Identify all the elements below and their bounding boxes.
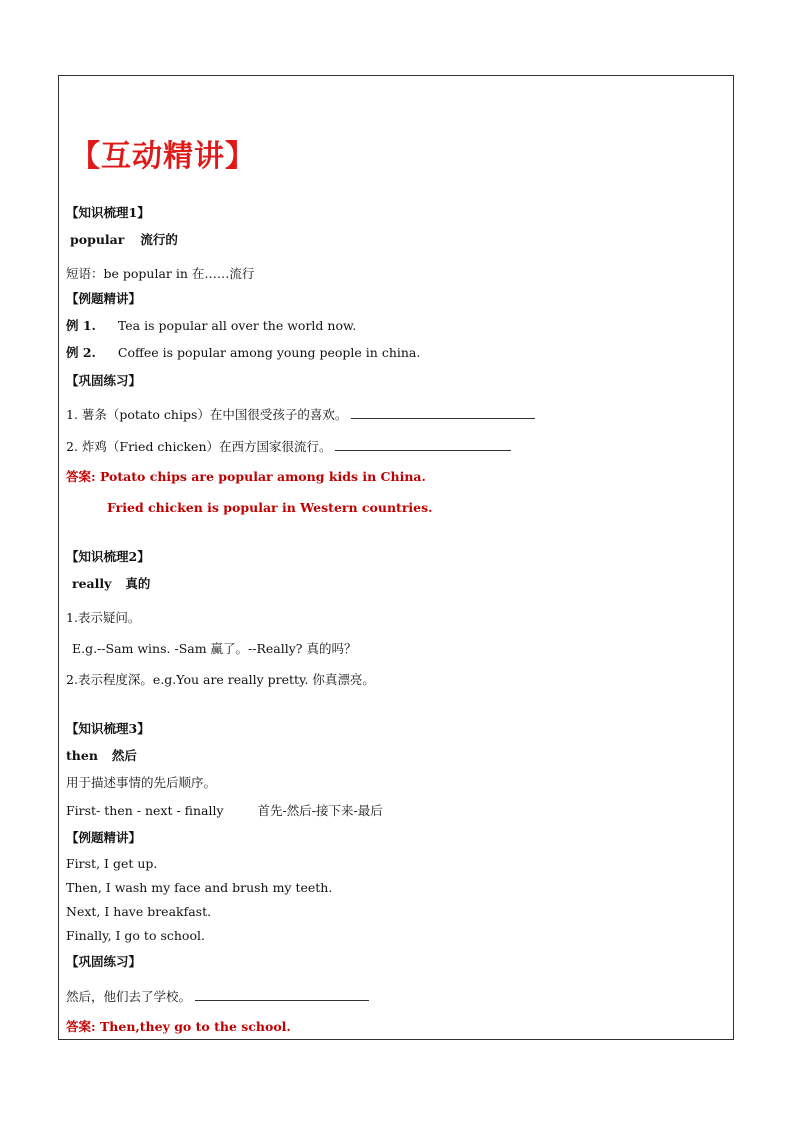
question-1-text: 1. 薯条（potato chips）在中国很受孩子的喜欢。 [66, 407, 348, 422]
page-title: 【互动精讲】 [70, 139, 256, 174]
example-1-label: 例 1. [66, 318, 96, 333]
example-line: Then, I wash my face and brush my teeth. [66, 880, 333, 895]
section3-word-line [66, 748, 137, 764]
example-2-text: Coffee is popular among young people in china. [117, 345, 421, 360]
example-line: Next, I have breakfast. [66, 904, 212, 919]
section2-word-meaning: 真的 [125, 576, 151, 591]
section1-word: popular [70, 232, 125, 247]
section2-word: really [72, 576, 112, 591]
section2-header: 【知识梳理2】 [66, 549, 150, 564]
section3-question-1 [66, 988, 369, 1005]
example-1-text: Tea is popular all over the world now. [117, 318, 357, 333]
section2-point-2: 2.表示程度深。e.g.You are really pretty. 你真漂亮。 [66, 672, 375, 687]
section3-examples-header: 【例题精讲】 [66, 830, 142, 845]
example-2-label: 例 2. [66, 345, 96, 360]
section1-phrase: 短语：be popular in 在……流行 [66, 266, 255, 281]
section2-point-1: 1.表示疑问。 [66, 610, 141, 625]
section1-header: 【知识梳理1】 [66, 205, 150, 220]
section1-practice-header: 【巩固练习】 [66, 373, 142, 388]
section1-question-1 [66, 406, 535, 423]
section3-header: 【知识梳理3】 [66, 721, 150, 736]
section1-examples-header: 【例题精讲】 [66, 291, 142, 306]
sequence-chinese: 首先-然后-接下来-最后 [257, 803, 383, 818]
section1-word-meaning: 流行的 [140, 232, 178, 247]
section3-practice-header: 【巩固练习】 [66, 954, 142, 969]
section1-answer-1 [66, 469, 426, 485]
section3-usage: 用于描述事情的先后顺序。 [66, 775, 217, 790]
answer-label: 答案: [66, 469, 96, 484]
section1-word-line [70, 232, 178, 248]
example-line: Finally, I go to school. [66, 928, 205, 943]
section2-word-line [72, 576, 150, 592]
example-line: First, I get up. [66, 856, 158, 871]
question-2-text: 2. 炸鸡（Fried chicken）在西方国家很流行。 [66, 439, 332, 454]
section3-word: then [66, 748, 98, 763]
section2-point-1-example: E.g.--Sam wins. -Sam 赢了。--Really? 真的吗？ [72, 641, 357, 656]
answer-blank-1[interactable] [351, 406, 535, 419]
answer-blank-2[interactable] [335, 438, 511, 451]
section1-question-2 [66, 438, 511, 455]
question-text: 然后，他们去了学校。 [66, 989, 192, 1004]
answer-1-text: Potato chips are popular among kids in China. [99, 469, 426, 484]
section1-example-1 [66, 318, 356, 334]
section3-sequence [66, 803, 383, 819]
section1-answer-2: Fried chicken is popular in Western countries. [107, 500, 433, 515]
section3-answer-1 [66, 1019, 291, 1035]
section1-example-2 [66, 345, 420, 361]
sequence-english: First- then - next - finally [66, 803, 224, 818]
section3-word-meaning: 然后 [111, 748, 137, 763]
answer-blank-3[interactable] [195, 988, 369, 1001]
answer-label: 答案: [66, 1019, 96, 1034]
answer-text: Then,they go to the school. [99, 1019, 291, 1034]
